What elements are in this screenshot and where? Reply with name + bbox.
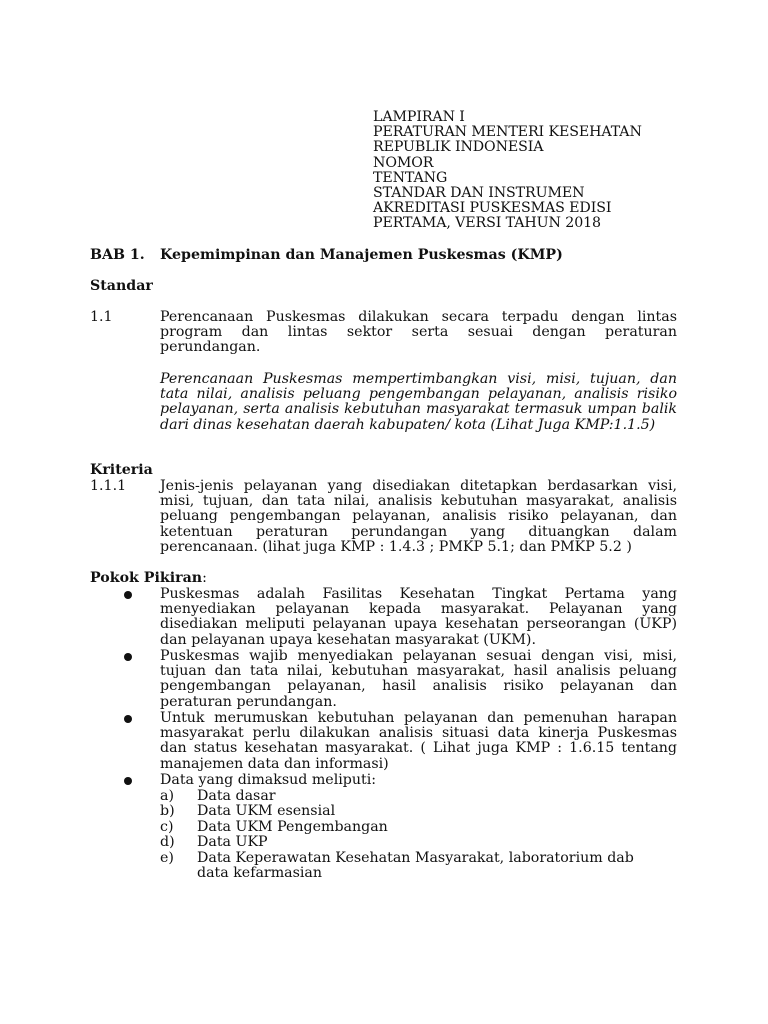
header-line: TENTANG: [373, 169, 448, 186]
pokok-pikiran-title: Pokok Pikiran: [90, 570, 203, 586]
sublist-item: Data Keperawatan Kesehatan Masyarakat, laboratorium dab data kefarmasian: [197, 850, 634, 882]
standar-heading: Standar: [90, 278, 153, 294]
sublist-item: Data UKP: [197, 834, 268, 850]
sublist-letter: e): [160, 850, 174, 866]
bullet-item: Puskesmas adalah Fasilitas Kesehatan Tingkat Pertama yang menyediakan pelayanan kepada masyarakat. Pelayanan yang disediakan meliputi pelayanan upaya kesehatan perseorangan (UKP) dan pelayanan upaya kesehatan masyarakat (UKM).: [160, 586, 677, 648]
kriteria-heading: Kriteria: [90, 462, 153, 478]
chapter-label: BAB 1.: [90, 247, 145, 263]
pokok-pikiran-heading: [90, 571, 207, 586]
bullet-dot: [124, 777, 132, 785]
bullet-dot: [124, 591, 132, 599]
sublist-letter: c): [160, 819, 174, 835]
header-line: NOMOR: [373, 154, 434, 171]
header-line: AKREDITASI PUSKESMAS EDISI: [373, 200, 612, 217]
standar-number: 1.1: [90, 309, 113, 325]
sublist-letter: d): [160, 834, 175, 850]
bullet-item: Untuk merumuskan kebutuhan pelayanan dan pemenuhan harapan masyarakat perlu dilakukan analisis situasi data kinerja Puskesmas dan status kesehatan masyarakat. ( Lihat juga KMP : 1.6.15 tentang manajemen data dan informasi): [160, 710, 677, 772]
bullet-item: Puskesmas wajib menyediakan pelayanan sesuai dengan visi, misi, tujuan dan tata nilai, kebutuhan masyarakat, hasil analisis peluang pengembangan pelayanan, hasil analisis risiko pelayanan dan peraturan perundangan.: [160, 648, 677, 710]
header-line: PERATURAN MENTERI KESEHATAN: [373, 124, 642, 141]
header-line: REPUBLIK INDONESIA: [373, 139, 544, 156]
pokok-pikiran-colon: :: [202, 570, 207, 586]
chapter-title: Kepemimpinan dan Manajemen Puskesmas (KMP): [160, 247, 563, 263]
sublist-item: Data UKM esensial: [197, 803, 336, 819]
bullet-item: Data yang dimaksud meliputi:: [160, 772, 377, 788]
kriteria-number: 1.1.1: [90, 478, 127, 494]
sublist-letter: a): [160, 788, 174, 804]
standar-intent: Perencanaan Puskesmas mempertimbangkan visi, misi, tujuan, dan tata nilai, analisis peluang pengembangan pelayanan, analisis risiko pelayanan, serta analisis kebutuhan masyarakat termasuk umpan balik dari dinas kesehatan daerah kabupaten/ kota (Lihat Juga KMP:1.1.5): [160, 371, 677, 433]
sublist-item: Data dasar: [197, 788, 276, 804]
kriteria-text: Jenis-jenis pelayanan yang disediakan ditetapkan berdasarkan visi, misi, tujuan, dan tata nilai, analisis kebutuhan masyarakat, analisis peluang pengembangan pelayanan, analisis risiko pelayanan, dan ketentuan peraturan perundangan yang dituangkan dalam perencanaan. (lihat juga KMP : 1.4.3 ; PMKP 5.1; dan PMKP 5.2 ): [160, 478, 677, 555]
sublist-letter: b): [160, 803, 175, 819]
header-line: PERTAMA, VERSI TAHUN 2018: [373, 215, 601, 232]
header-line: LAMPIRAN I: [373, 109, 465, 125]
bullet-dot: [124, 715, 132, 723]
document-header: [373, 110, 673, 232]
sublist-item: Data UKM Pengembangan: [197, 819, 388, 835]
header-line: STANDAR DAN INSTRUMEN: [373, 185, 585, 202]
standar-text: Perencanaan Puskesmas dilakukan secara terpadu dengan lintas program dan lintas sektor serta sesuai dengan peraturan perundangan.: [160, 309, 677, 356]
bullet-dot: [124, 653, 132, 661]
